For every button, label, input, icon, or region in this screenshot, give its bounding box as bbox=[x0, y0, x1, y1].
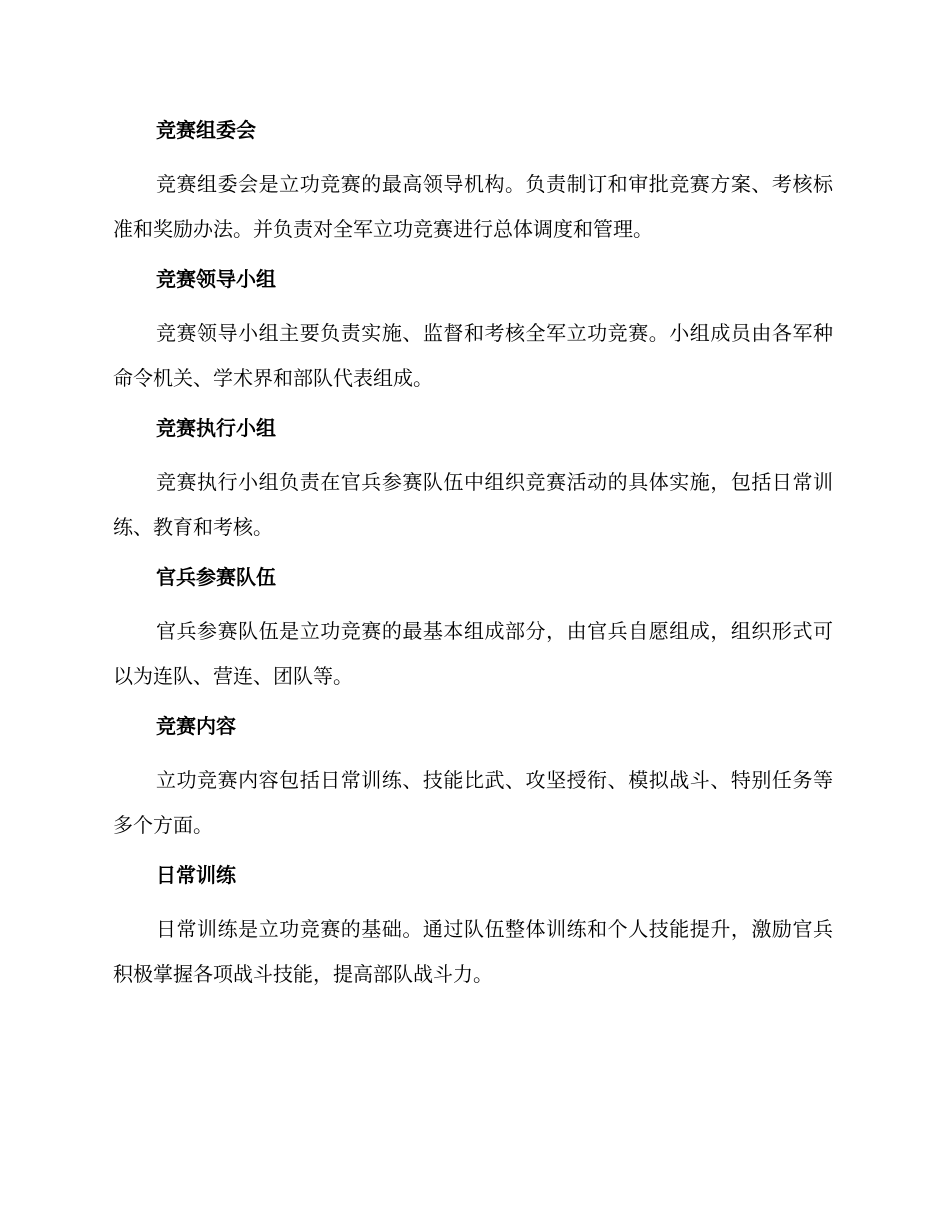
section-heading: 竞赛内容 bbox=[156, 714, 236, 738]
section-heading: 竞赛领导小组 bbox=[156, 267, 276, 291]
section-body: 立功竞赛内容包括日常训练、技能比武、攻坚授衔、模拟战斗、特别任务等多个方面。 bbox=[113, 768, 833, 837]
document-page bbox=[113, 112, 833, 997]
section-heading: 竞赛组委会 bbox=[156, 118, 256, 142]
section-heading: 日常训练 bbox=[156, 863, 236, 887]
section-body: 竞赛领导小组主要负责实施、监督和考核全军立功竞赛。小组成员由各军种命令机关、学术界和部队代表组成。 bbox=[113, 321, 833, 390]
section-body: 竞赛执行小组负责在官兵参赛队伍中组织竞赛活动的具体实施，包括日常训练、教育和考核。 bbox=[113, 470, 833, 539]
section-body: 日常训练是立功竞赛的基础。通过队伍整体训练和个人技能提升，激励官兵积极掌握各项战斗技能，提高部队战斗力。 bbox=[113, 917, 833, 986]
section-body: 官兵参赛队伍是立功竞赛的最基本组成部分，由官兵自愿组成，组织形式可以为连队、营连、团队等。 bbox=[113, 619, 833, 688]
section-heading: 竞赛执行小组 bbox=[156, 416, 276, 440]
section-body: 竞赛组委会是立功竞赛的最高领导机构。负责制订和审批竞赛方案、考核标准和奖励办法。并负责对全军立功竞赛进行总体调度和管理。 bbox=[113, 172, 833, 241]
section-heading: 官兵参赛队伍 bbox=[156, 565, 276, 589]
